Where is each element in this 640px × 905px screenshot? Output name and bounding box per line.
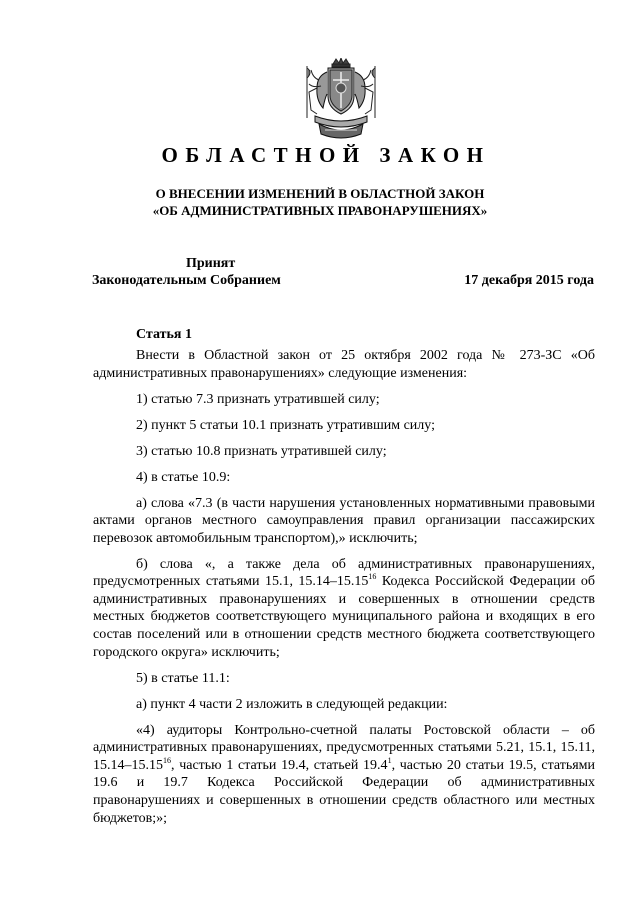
article-item-3: 3) статью 10.8 признать утратившей силу; <box>136 443 387 459</box>
article-item-4a: а) слова «7.3 (в части нарушения установленных нормативными правовыми актами органов местного самоуправления правил организации пассажирских перевозок автомобильным транспортом),» исключить; <box>93 495 595 546</box>
article-item-5a: а) пункт 4 части 2 изложить в следующей редакции: <box>136 696 448 712</box>
article-item-4: 4) в статье 10.9: <box>136 469 231 485</box>
law-subtitle-line-2: «ОБ АДМИНИСТРАТИВНЫХ ПРАВОНАРУШЕНИЯХ» <box>152 203 488 218</box>
quote-text-3: , частью 20 статьи 19.5, статьями 19.6 и 19.7 Кодекса Российской Федерации об административных правонарушениях и совершенных в отношении средств областного или местных бюджетов;»; <box>93 757 595 826</box>
quote-text-2: , частью 1 статьи 19.4, статьей 19.4 <box>171 757 388 773</box>
item-4b-text-2: Кодекса Российской Федерации об административных правонарушениях и совершенных в отношении средств местных бюджетов соответствующего муниципального района и входящих в его состав поселений или в отношении средств местного бюджета соответствующего городского округа» исключить; <box>93 574 595 660</box>
quote-superscript-1: 16 <box>163 755 171 765</box>
article-item-1: 1) статью 7.3 признать утратившей силу; <box>136 391 380 407</box>
article-item-4b <box>93 556 595 662</box>
law-title: ОБЛАСТНОЙ ЗАКОН <box>161 143 491 167</box>
article-item-2: 2) пункт 5 статьи 10.1 признать утратившим силу; <box>136 417 435 433</box>
article-intro: Внести в Областной закон от 25 октября 2002 года № 273-ЗС «Об административных правонарушениях» следующие изменения: <box>93 348 595 381</box>
item-4b-text-1: б) слова «, а также дела об административных правонарушениях, предусмотренных статьями 15.1, 15.14–15.15 <box>93 556 595 590</box>
adopted-label: Принят <box>186 256 236 271</box>
law-subtitle-line-1: О ВНЕСЕНИИ ИЗМЕНЕНИЙ В ОБЛАСТНОЙ ЗАКОН <box>155 186 485 201</box>
quote-superscript-2: 1 <box>387 755 392 765</box>
rostov-oblast-coat-of-arms-icon <box>303 58 379 142</box>
item-4b-superscript: 16 <box>368 572 377 582</box>
article-body <box>93 347 595 836</box>
article-quote <box>93 722 595 828</box>
adopted-by: Законодательным Собранием <box>92 273 281 288</box>
law-subtitle <box>0 185 640 219</box>
quote-text-1: «4) аудиторы Контрольно-счетной палаты Ростовской области – об административных правонарушениях, предусмотренных статьями 5.21, 15.1, 15.11, 15.14–15.15 <box>93 722 595 773</box>
adoption-date: 17 декабря 2015 года <box>464 273 594 288</box>
article-heading: Статья 1 <box>136 327 192 342</box>
article-item-5: 5) в статье 11.1: <box>136 670 230 686</box>
